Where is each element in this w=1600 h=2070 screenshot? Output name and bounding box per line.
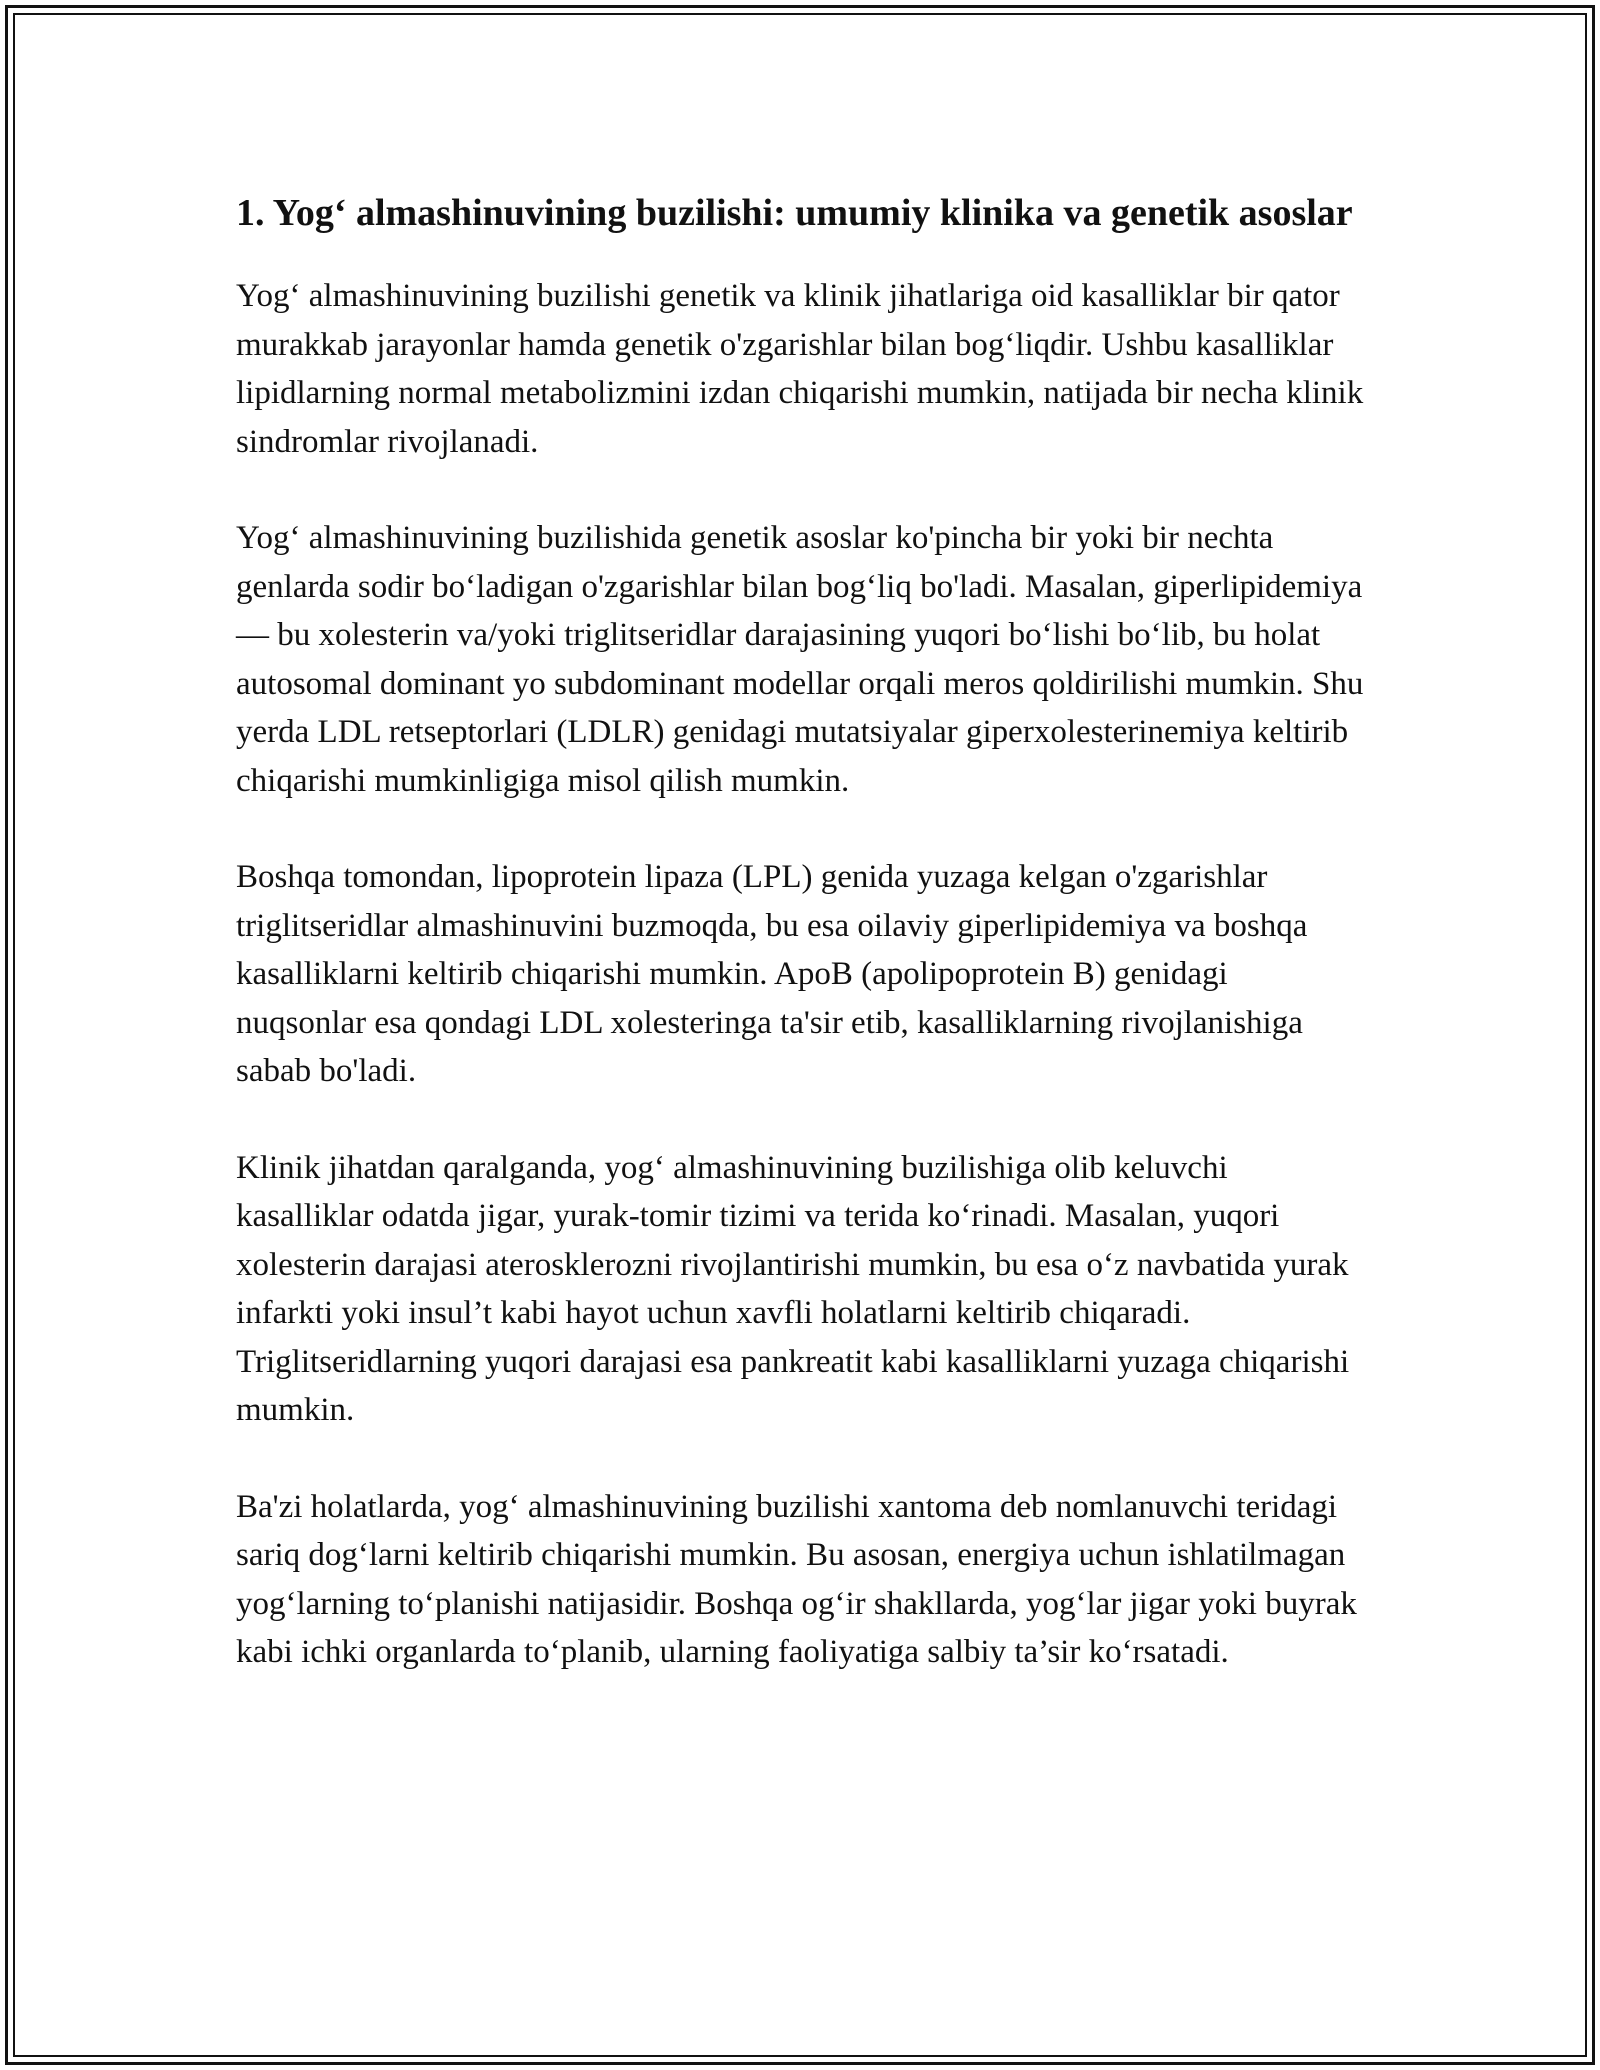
paragraph-2: Yog‘ almashinuvining buzilishida genetik asoslar ko'pincha bir yoki bir nechta genlarda sodir bo‘ladigan o'zgarishlar bilan bog‘liq bo'ladi. Masalan, giperlipidemiya — bu xolesterin va/yoki triglitseridlar darajasining yuqori bo‘lishi bo‘lib, bu holat autosomal dominant yo subdominant modellar orqali meros qoldirilishi mumkin. Shu yerda LDL retseptorlari (LDLR) genidagi mutatsiyalar giperxolesterinemiya keltirib chiqarishi mumkinligiga misol qilish mumkin. bbox=[236, 520, 1364, 799]
paragraph-1: Yog‘ almashinuvining buzilishi genetik va klinik jihatlariga oid kasalliklar bir qator murakkab jarayonlar hamda genetik o'zgarishlar bilan bog‘liqdir. Ushbu kasalliklar lipidlarning normal metabolizmini izdan chiqarishi mumkin, natijada bir necha klinik sindromlar rivojlanadi. bbox=[236, 278, 1364, 460]
section-heading: 1. Yog‘ almashinuvining buzilishi: umumiy klinika va genetik asoslar bbox=[236, 192, 1353, 234]
paragraph-3: Boshqa tomondan, lipoprotein lipaza (LPL) genida yuzaga kelgan o'zgarishlar triglitseridlar almashinuvini buzmoqda, bu esa oilaviy giperlipidemiya va boshqa kasalliklarni keltirib chiqarishi mumkin. ApoB (apolipoprotein B) genidagi nuqsonlar esa qondagi LDL xolesteringa ta'sir etib, kasalliklarning rivojlanishiga sabab bo'ladi. bbox=[236, 859, 1308, 1089]
paragraph-5: Ba'zi holatlarda, yog‘ almashinuvining buzilishi xantoma deb nomlanuvchi teridagi sariq dog‘larni keltirib chiqarishi mumkin. Bu asosan, energiya uchun ishlatilmagan yog‘larning to‘planishi natijasidir. Boshqa og‘ir shakllarda, yog‘lar jigar yoki buyrak kabi ichki organlarda to‘planib, ularning faoliyatiga salbiy ta’sir ko‘rsatadi. bbox=[236, 1488, 1357, 1670]
document-body bbox=[236, 186, 1366, 1725]
paragraph-4: Klinik jihatdan qaralganda, yog‘ almashinuvining buzilishiga olib keluvchi kasalliklar odatda jigar, yurak-tomir tizimi va terida ko‘rinadi. Masalan, yuqori xolesterin darajasi aterosklerozni rivojlantirishi mumkin, bu esa o‘z navbatida yurak infarkti yoki insul’t kabi hayot uchun xavfli holatlarni keltirib chiqaradi. Triglitseridlarning yuqori darajasi esa pankreatit kabi kasalliklarni yuzaga chiqarishi mumkin. bbox=[236, 1149, 1350, 1428]
